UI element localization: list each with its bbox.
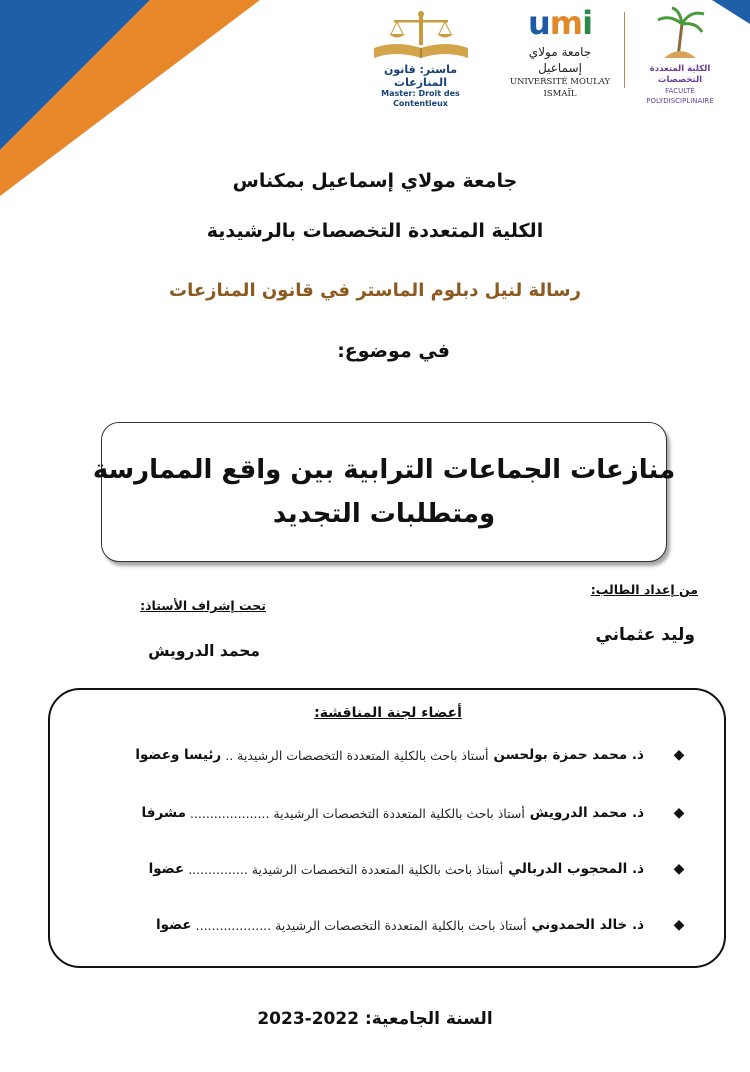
diamond-bullet-icon: ◆ [673, 917, 685, 933]
faculty-logo [632, 6, 728, 105]
member-description: أستاذ باحث بالكلية المتعددة التخصصات الرشيدية ................... [195, 917, 527, 933]
degree-line: رسالة لنيل دبلوم الماستر في قانون المنازعات [169, 280, 581, 301]
committee-member [40, 912, 690, 938]
supervisor-name: محمد الدرويش [148, 642, 260, 660]
academic-year [0, 1009, 750, 1029]
diamond-bullet-icon: ◆ [673, 861, 685, 877]
scales-of-justice-icon [366, 10, 476, 62]
diamond-bullet-icon: ◆ [673, 747, 685, 763]
committee-member [40, 800, 690, 826]
member-role: رئيسا وعضوا [135, 747, 222, 763]
member-description: أستاذ باحث بالكلية المتعددة التخصصات الرشيدية ............... [188, 861, 504, 877]
university-logo-french: UNIVERSITÉ MOULAY ISMAÏL [509, 77, 611, 99]
thesis-title-line-2: ومتطلبات التجديد [272, 499, 496, 529]
member-role: عضوا [156, 917, 192, 933]
member-name: ذ. محمد حمزة بولحسن [493, 747, 644, 763]
committee-title: أعضاء لجنة المناقشة: [314, 705, 462, 721]
university-name: جامعة مولاي إسماعيل بمكناس [232, 170, 518, 192]
student-name: وليد عثماني [595, 625, 695, 645]
university-logo [505, 4, 615, 99]
diamond-bullet-icon: ◆ [673, 805, 685, 821]
member-role: عضوا [148, 861, 185, 877]
master-logo-arabic: ماستر: قانون المنازعات [383, 63, 458, 89]
thesis-title-line-1: منازعات الجماعات الترابية بين واقع الممارسة [92, 455, 676, 485]
logo-divider [624, 12, 625, 88]
prepared-by-label: من إعداد الطالب: [590, 582, 698, 597]
member-description: أستاذ باحث بالكلية المتعددة التخصصات الرشيدية .................... [189, 805, 525, 821]
supervised-by-label: تحت إشراف الأستاذ: [140, 598, 266, 613]
palm-tree-icon [650, 6, 710, 60]
subject-label: في موضوع: [337, 340, 450, 362]
member-name: ذ. المحجوب الدربالي [508, 861, 644, 877]
member-role: مشرفا [141, 805, 186, 821]
committee-member [40, 742, 690, 768]
faculty-name: الكلية المتعددة التخصصات بالرشيدية [206, 220, 544, 242]
member-description: أستاذ باحث بالكلية المتعددة التخصصات الرشيدية .. [225, 747, 489, 763]
logos-row [350, 4, 730, 108]
faculty-logo-arabic: الكلية المتعددة التخصصات [649, 64, 711, 85]
committee-member [40, 856, 690, 882]
member-name: ذ. خالد الحمدوني [531, 917, 644, 933]
master-logo [358, 10, 483, 108]
university-logo-arabic: جامعة مولاي إسماعيل [528, 45, 592, 75]
umi-mark: umi [527, 4, 593, 42]
member-name: ذ. محمد الدرويش [529, 805, 644, 821]
academic-year-value: 2023-2022 [257, 1009, 360, 1029]
master-logo-french: Master: Droit des Contentieux [381, 89, 460, 108]
academic-year-label: السنة الجامعية: [364, 1009, 493, 1029]
faculty-logo-french: FACULTÉ POLYDISCIPLINAIRE [646, 87, 714, 105]
thesis-title-box [92, 422, 676, 562]
